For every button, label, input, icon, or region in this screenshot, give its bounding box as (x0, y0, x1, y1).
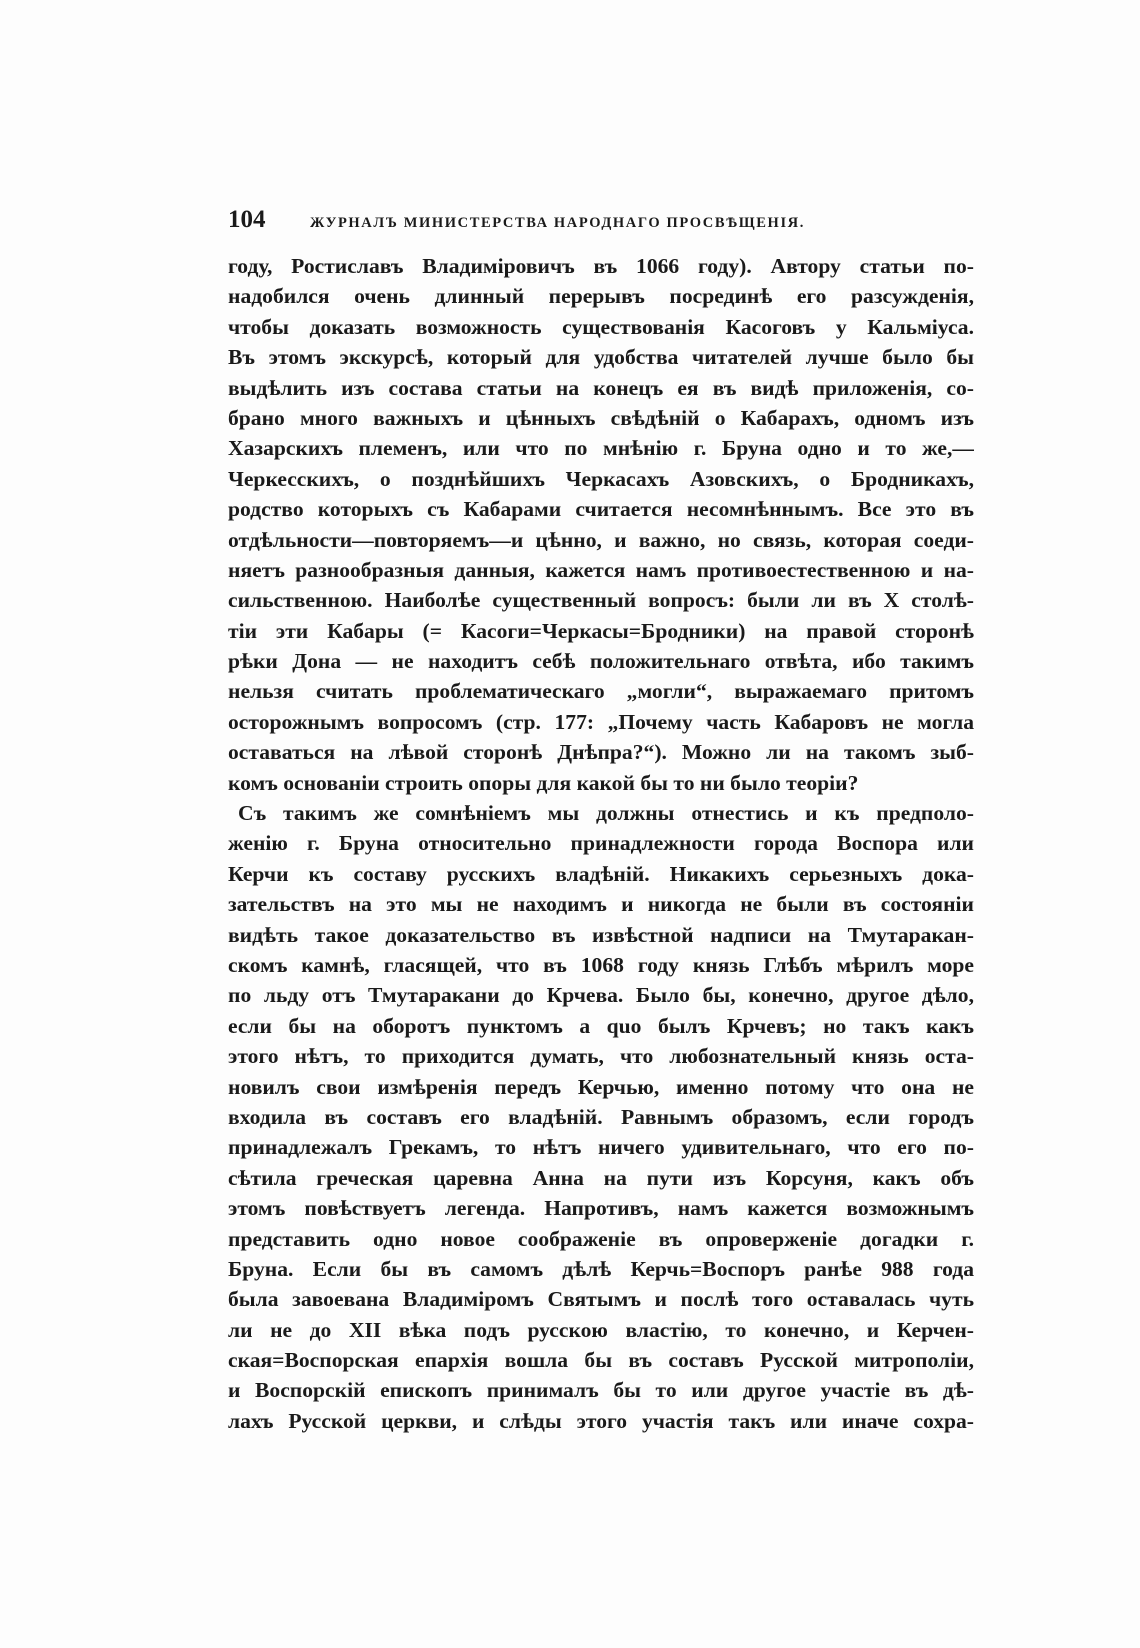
text-line: чтобы доказать возможность существованія Касоговъ у Кальміуса. (228, 314, 974, 339)
text-line: родство которыхъ съ Кабарами считается несомнѣннымъ. Все это въ (228, 497, 974, 522)
text-line: если бы на оборотъ пунктомъ a quo былъ Крчевъ; но такъ какъ (228, 1013, 974, 1038)
text-line: комъ основаніи строить опоры для какой бы то ни было теоріи? (228, 770, 859, 795)
text-line: выдѣлить изъ состава статьи на конецъ ея въ видѣ приложенія, со- (228, 375, 974, 400)
text-line: по льду отъ Тмутаракани до Крчева. Было бы, конечно, другое дѣло, (228, 983, 974, 1008)
text-line: Въ этомъ экскурсѣ, который для удобства читателей лучше было бы (228, 345, 974, 370)
text-line: Бруна. Если бы въ самомъ дѣлѣ Керчь=Воспоръ ранѣе 988 года (228, 1256, 974, 1281)
text-line: лахъ Русской церкви, и слѣды этого участія такъ или иначе сохра- (228, 1408, 974, 1433)
body-text (228, 251, 974, 1436)
text-line: этомъ повѣствуетъ легенда. Напротивъ, намъ кажется возможнымъ (228, 1196, 974, 1221)
text-line: скомъ камнѣ, гласящей, что въ 1068 году князь Глѣбъ мѣрилъ море (228, 952, 974, 977)
text-line: Хазарскихъ племенъ, или что по мнѣнію г. Бруна одно и то же,— (228, 436, 974, 461)
text-line: новилъ свои измѣренія передъ Керчью, именно потому что она не (228, 1074, 974, 1099)
text-line: оставаться на лѣвой сторонѣ Днѣпра?“). Можно ли на такомъ зыб- (228, 740, 974, 765)
text-line: Керчи къ составу русскихъ владѣній. Никакихъ серьезныхъ дока- (228, 861, 974, 886)
text-line: тіи эти Кабары (= Касоги=Черкасы=Бродники) на правой сторонѣ (228, 618, 974, 643)
text-line: зательствъ на это мы не находимъ и никогда не были въ состояніи (228, 892, 974, 917)
text-line: входила въ составъ его владѣній. Равнымъ образомъ, если городъ (228, 1104, 974, 1129)
text-line: няетъ разнообразныя данныя, кажется намъ противоестественною и на- (228, 557, 974, 582)
text-line: Съ такимъ же сомнѣніемъ мы должны отнестись и къ предполо- (238, 801, 974, 826)
text-line: брано много важныхъ и цѣнныхъ свѣдѣній о Кабарахъ, одномъ изъ (228, 405, 974, 430)
text-line: Черкесскихъ, о позднѣйшихъ Черкасахъ Азовскихъ, о Бродникахъ, (228, 466, 974, 491)
text-line: ская=Воспорская епархія вошла бы въ составъ Русской митрополіи, (228, 1348, 974, 1373)
text-line: принадлежалъ Грекамъ, то нѣтъ ничего удивительнаго, что его по- (228, 1135, 974, 1160)
text-line: женію г. Бруна относительно принадлежности города Воспора или (228, 831, 974, 856)
text-line: году, Ростиславъ Владиміровичъ въ 1066 году). Автору статьи по- (228, 254, 974, 278)
text-line: ли не до XII вѣка подъ русскою властію, то конечно, и Керчен- (228, 1317, 974, 1342)
text-line: нельзя считать проблематическаго „могли“, выражаемаго притомъ (228, 679, 974, 704)
text-line: видѣть такое доказательство въ извѣстной надписи на Тмутаракан- (228, 922, 974, 947)
text-line: представить одно новое соображеніе въ опроверженіе догадки г. (228, 1226, 974, 1251)
text-line: сѣтила греческая царевна Анна на пути изъ Корсуня, какъ объ (228, 1165, 974, 1190)
text-line: рѣки Дона — не находитъ себѣ положительнаго отвѣта, ибо такимъ (228, 649, 974, 674)
page-number: 104 (228, 206, 266, 233)
page-header (228, 206, 988, 242)
text-line: надобился очень длинный перерывъ посрединѣ его разсужденія, (228, 284, 974, 309)
text-line: отдѣльности—повторяемъ—и цѣнно, и важно, но связь, которая соеди- (228, 527, 974, 552)
text-line: этого нѣтъ, то приходится думать, что любознательный князь оста- (228, 1044, 974, 1069)
text-line: была завоевана Владиміромъ Святымъ и послѣ того оставалась чуть (228, 1287, 974, 1312)
text-line: и Воспорскій епископъ принималъ бы то или другое участіе въ дѣ- (228, 1378, 974, 1403)
text-line: осторожнымъ вопросомъ (стр. 177: „Почему часть Кабаровъ не могла (228, 709, 974, 734)
running-head: ЖУРНАЛЪ МИНИСТЕРСТВА НАРОДНАГО ПРОСВѢЩЕНІЯ. (310, 215, 805, 231)
text-line: сильственною. Наиболѣе существенный вопросъ: были ли въ X столѣ- (228, 588, 974, 613)
